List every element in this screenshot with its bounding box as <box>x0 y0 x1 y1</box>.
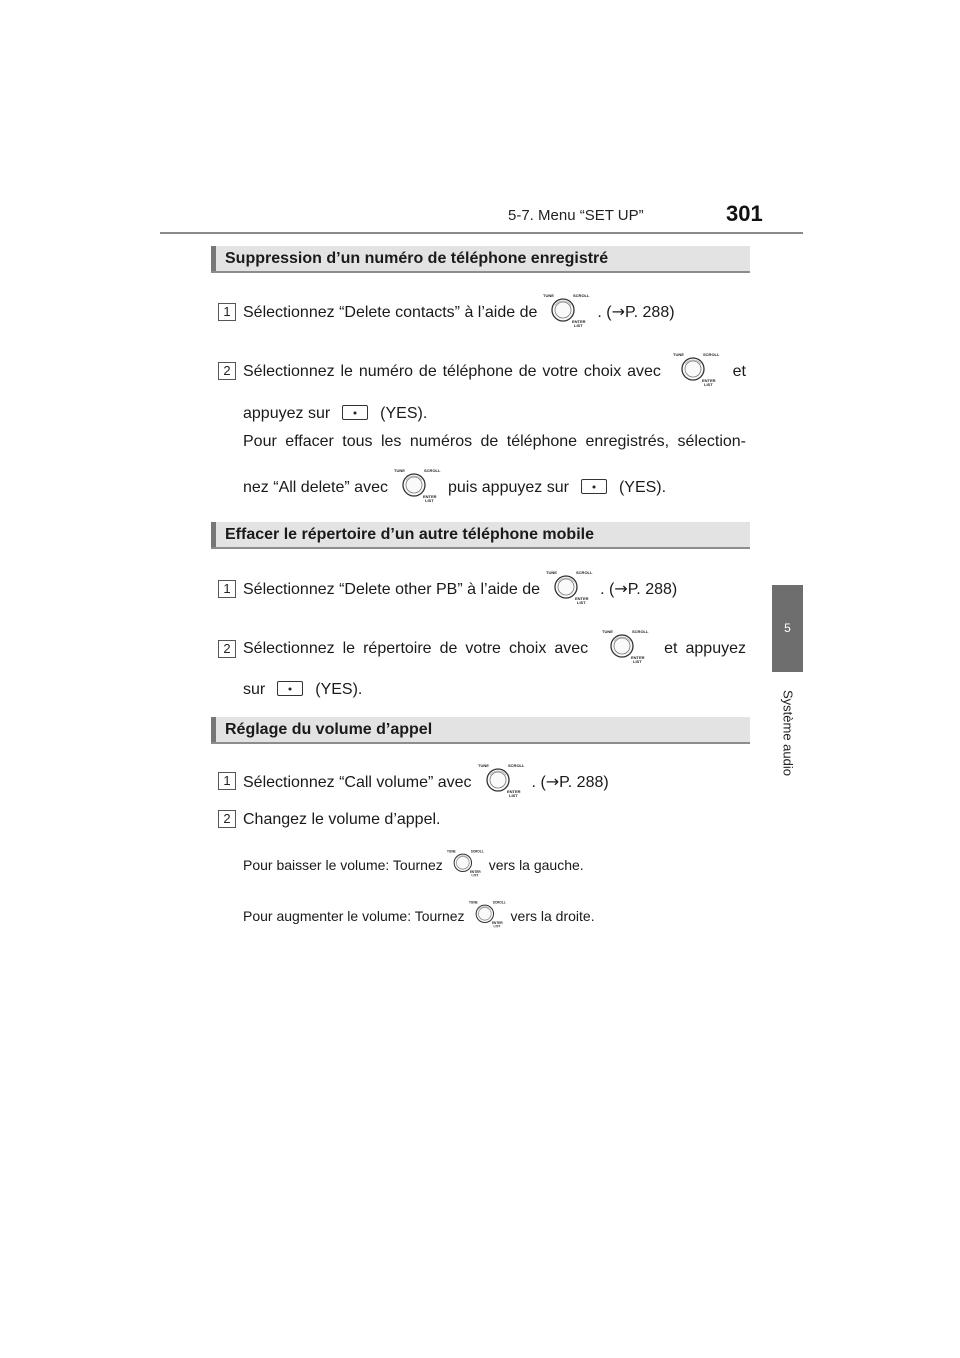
tune-scroll-knob-icon <box>469 898 507 928</box>
tune-scroll-knob-icon <box>543 291 591 327</box>
button-1-icon <box>581 479 607 494</box>
tune-scroll-knob-icon <box>546 568 594 604</box>
button-1-icon <box>277 681 303 696</box>
step-text: sur (YES). <box>243 681 363 698</box>
tune-scroll-knob-icon <box>602 627 650 663</box>
step-number: 1 <box>218 580 236 598</box>
step-text: Sélectionnez le répertoire de votre choix avec et appuyez <box>243 639 746 659</box>
step-text: Changez le volume d’appel. <box>243 811 441 828</box>
arrow-icon: → <box>611 302 626 321</box>
step-text: Pour effacer tous les numéros de téléphone enregistrés, sélection- <box>243 433 746 450</box>
step-text: nez “All delete” avec puis appuyez sur (YES). <box>243 478 666 498</box>
tune-scroll-knob-icon <box>447 847 485 877</box>
step-number: 2 <box>218 640 236 658</box>
step-number: 1 <box>218 303 236 321</box>
step-text: Sélectionnez “Call volume” avec . (→P. 288) <box>243 772 609 793</box>
tune-scroll-knob-icon <box>478 761 526 797</box>
section-heading: Effacer le répertoire d’un autre téléphone mobile <box>211 522 750 549</box>
note-text: Pour baisser le volume: Tournez vers la gauche. <box>243 856 584 874</box>
step-text: appuyez sur (YES). <box>243 405 428 422</box>
step-text: Sélectionnez “Delete other PB” à l’aide de . (→P. 288) <box>243 579 677 600</box>
step-number: 1 <box>218 772 236 790</box>
page-number: 301 <box>726 201 763 226</box>
step-number: 2 <box>218 362 236 380</box>
arrow-icon: → <box>614 579 628 598</box>
chapter-tab: 5 <box>772 585 803 672</box>
step-number: 2 <box>218 810 236 828</box>
section-title: 5-7. Menu “SET UP” <box>508 207 644 224</box>
tune-scroll-knob-icon <box>394 466 442 502</box>
section-heading: Réglage du volume d’appel <box>211 717 750 744</box>
step-text: Sélectionnez “Delete contacts” à l’aide de . (→P. 288) <box>243 302 675 323</box>
note-text: Pour augmenter le volume: Tournez vers la droite. <box>243 907 595 925</box>
step-text: Sélectionnez le numéro de téléphone de votre choix avec et <box>243 362 746 382</box>
chapter-label: Système audio <box>780 690 795 776</box>
arrow-icon: → <box>545 772 560 791</box>
header-divider <box>160 232 803 234</box>
button-1-icon <box>342 405 368 420</box>
section-heading: Suppression d’un numéro de téléphone enregistré <box>211 246 750 273</box>
tune-scroll-knob-icon <box>673 350 721 386</box>
